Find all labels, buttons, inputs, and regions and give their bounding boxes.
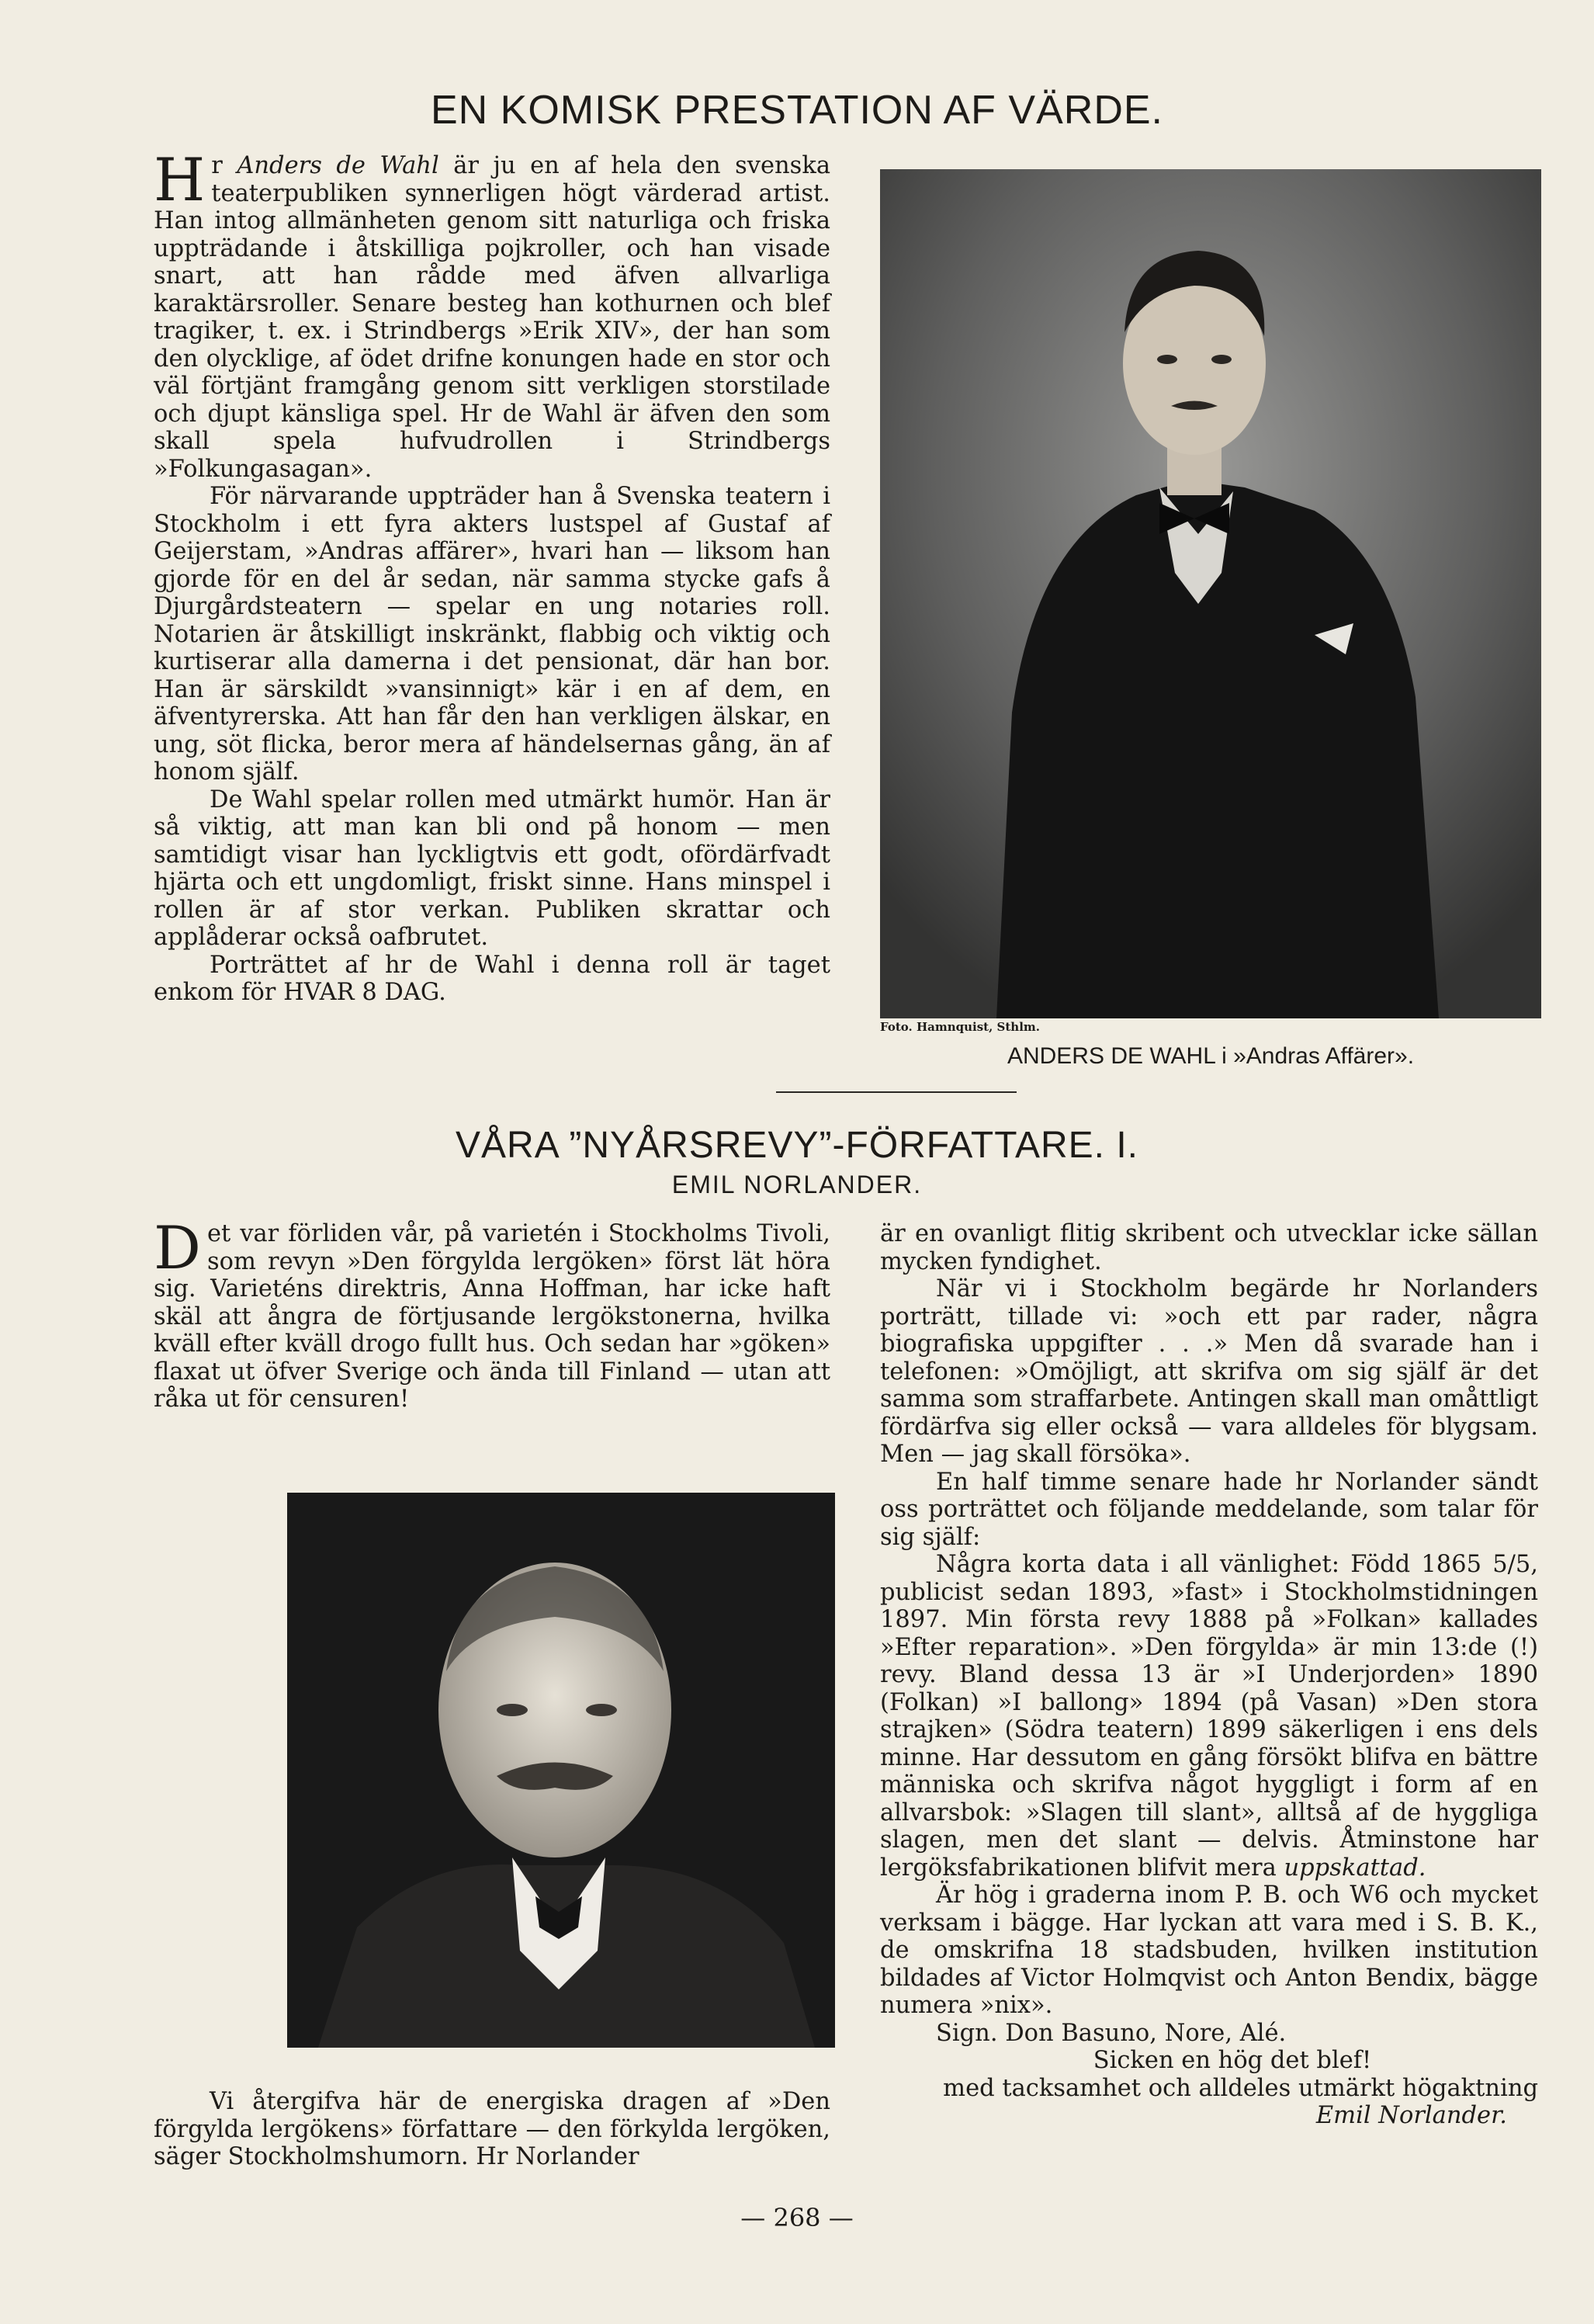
- signoff-line: Sicken en hög det blef!: [1093, 2047, 1372, 2074]
- portrait-figure: [880, 169, 1541, 1018]
- paragraph: Vi återgifva här de energiska dragen af »Den förgylda lergökens» författare — den förkylda lergöken, säger Stockholmshumorn. Hr Norlander: [154, 2088, 830, 2170]
- portrait-photo: [287, 1493, 835, 2048]
- article-headline: EN KOMISK PRESTATION AF VÄRDE.: [430, 88, 1163, 133]
- paragraph: En half timme senare hade hr Norlander sändt oss porträttet och följande meddelande, som talar för sig själf:: [880, 1468, 1538, 1551]
- text-fragment: et var förliden vår, på varietén i Stockholms Tivoli, som revyn »Den förgylda lergöken» först lät höra sig. Varieténs direktris, Anna Hoffman, har icke haft skäl att ångra de förtjusande lergökstonerna, hvilka kväll efter kväll drogo fullt hus. Och sedan har »göken» flaxat ut öfver Sverige och ända till Finland — utan att råka ut för censuren!: [154, 1220, 830, 1413]
- photo-caption: ANDERS DE WAHL i »Andras Affärer».: [1007, 1043, 1415, 1069]
- paragraph: [154, 1213, 830, 1413]
- article-body-left-continued: [154, 2088, 830, 2171]
- paragraph: Är hög i graderna inom P. B. och W6 och mycket verksam i bägge. Har lyckan att vara med i S. B. K., de omskrifna 18 stadsbuden, hvilken institution bildades af Victor Holmqvist och Anton Bendix, bägge numera »nix».: [880, 1882, 1538, 2019]
- paragraph: [154, 145, 830, 483]
- paragraph: [880, 1551, 1538, 1882]
- person-name: Anders de Wahl: [237, 152, 439, 179]
- article-body: [154, 145, 830, 1007]
- portrait-figure: [287, 1493, 835, 2048]
- paragraph: Porträttet af hr de Wahl i denna roll är taget enkom för HVAR 8 DAG.: [154, 951, 830, 1006]
- text-fragment-italic: uppskattad.: [1284, 1854, 1426, 1882]
- section-divider: [776, 1091, 1017, 1093]
- drop-cap: D: [154, 1213, 201, 1282]
- signoff-line: med tacksamhet och alldeles utmärkt högaktning: [943, 2074, 1538, 2102]
- paragraph: är en ovanligt flitig skribent och utvecklar icke sällan mycken fyndighet.: [880, 1220, 1538, 1275]
- paragraph: För närvarande uppträder han å Svenska teatern i Stockholm i ett fyra akters lustspel af Gustaf af Geijerstam, »Andras affärer», hvari han — liksom han gjorde för en del år sedan, när samma stycke gafs å Djurgårdsteatern — spelar en ung notaries roll. Notarien är åtskilligt inskränkt, flabbig och viktig och kurtiserar alla damerna i det pensionat, där han bor. Han är särskildt »vansinnigt» kär i en af dem, en äfventyrerska. Att han får den han verkligen älskar, en ung, söt flicka, beror mera af händelsernas gång, än af honom själf.: [154, 483, 830, 786]
- signature: Emil Norlander.: [1315, 2102, 1507, 2129]
- article-subheadline: EMIL NORLANDER.: [671, 1171, 923, 1198]
- article-body-right: [880, 1220, 1538, 2130]
- text-fragment: är ju en af hela den svenska teaterpubliken synnerligen högt värderad artist. Han intog allmänheten genom sitt naturliga och friska uppträdande i åtskilliga pojkroller, och han visade snart, att han rådde med äfven allvarliga karaktärsroller. Senare besteg han kothurnen och blef tragiker, t. ex. i Strindbergs »Erik XIV», der han som den olycklige, af ödet drifne konungen hade en stor och väl förtjänt framgång genom sitt verkligen storstilade och djupt känsliga spel. Hr de Wahl är äfven den som skall spela hufvudrollen i Strindbergs »Folkungasagan».: [154, 152, 830, 483]
- photo-credit: Foto. Hamnquist, Sthlm.: [880, 1020, 1040, 1034]
- signoff-line: Sign. Don Basuno, Nore, Alé.: [936, 2019, 1287, 2047]
- text-fragment: Några korta data i all vänlighet: Född 1865 5/5, publicist sedan 1893, »fast» i Stockholmstidningen 1897. Min första revy 1888 på »Folkan» kallades »Efter reparation». »Den förgylda» är min 13:de (!) revy. Bland dessa 13 är »I Underjorden» 1890 (Folkan) »I ballong» 1894 (på Vasan) »Den stora strajken» (Södra teatern) 1899 säkerligen i ens dels minne. Har dessutom en gång försökt blifva en bättre människa och skrifva något hyggligt i form af en allvarsbok: »Slagen till slant», alltså af de hyggliga slagen, men det slant — delvis. Åtminstone har lergöksfabrikationen blifvit mera: [880, 1551, 1538, 1882]
- portrait-photo: [880, 169, 1541, 1018]
- article-body-left: [154, 1213, 830, 1413]
- article-headline: VÅRA ”NYÅRSREVY”-FÖRFATTARE. I.: [456, 1125, 1138, 1166]
- page-number: — 268 —: [740, 2203, 854, 2232]
- paragraph: När vi i Stockholm begärde hr Norlanders porträtt, tillade vi: »och ett par rader, några biografiska uppgifter . . .» Men då svarade han i telefonen: »Omöjligt, att skrifva om sig själf är det samma som straffarbete. Antingen skall man omåttligt fördärfva sig eller också — vara alldeles för blygsam. Men — jag skall försöka».: [880, 1275, 1538, 1468]
- drop-cap: H: [154, 145, 206, 214]
- text-fragment: r: [211, 152, 237, 179]
- paragraph: De Wahl spelar rollen med utmärkt humör. Han är så viktig, att man kan bli ond på honom — men samtidigt visar han lyckligtvis ett godt, ofördärfvadt hjärta och ett ungdomligt, friskt sinne. Hans minspel i rollen är af stor verkan. Publiken skrattar och applåderar också oafbrutet.: [154, 786, 830, 951]
